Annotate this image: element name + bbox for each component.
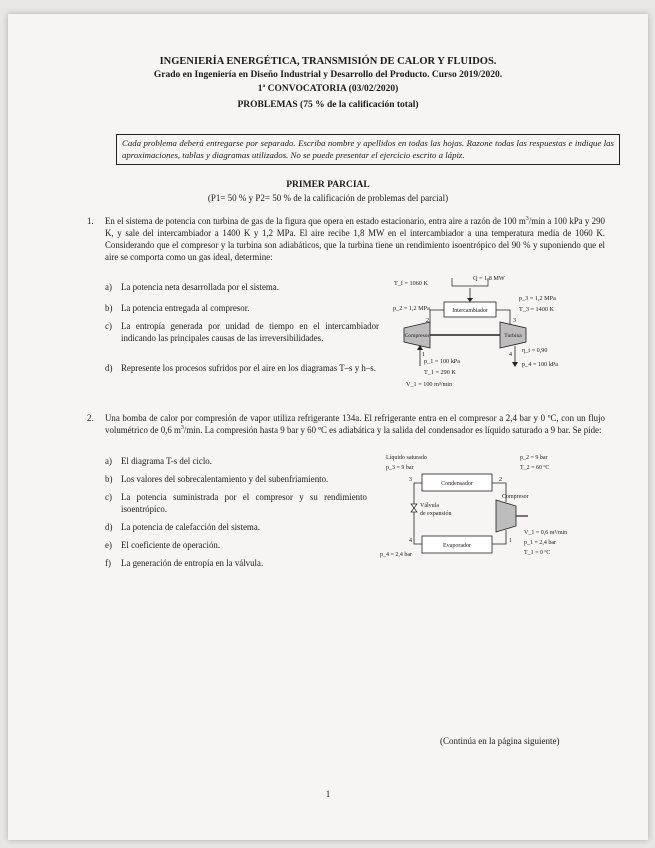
- state-4-number: 4: [509, 352, 512, 358]
- p4-label: p_4 = 100 kPa: [522, 361, 558, 368]
- valve-label-2: de expansión: [420, 511, 452, 517]
- right-pipe-lower: [492, 530, 506, 544]
- heat-pump-diagram: [378, 450, 582, 562]
- problem1-item-d: d) Represente los procesos sufridos por el aire en los diagramas T–s y h–s.: [105, 363, 376, 373]
- compressor-label: Compresor: [502, 494, 529, 500]
- v1-label: V_1 = 100 m³/min: [406, 381, 453, 388]
- state-4-number: 4: [409, 538, 412, 544]
- compressor-shape: [496, 500, 516, 532]
- outlet-arrow-icon: [512, 362, 518, 367]
- page-number: 1: [325, 789, 331, 799]
- p1-label: p_1 = 100 kPa: [424, 358, 460, 365]
- state-3-number: 3: [409, 477, 412, 483]
- q-label: Q = 1,8 MW: [473, 275, 505, 282]
- p1-label: p_1 = 2,4 bar: [524, 540, 557, 546]
- problem2-item-e: e) El coeficiente de operación.: [105, 540, 221, 550]
- t2-label: T_2 = 60 ºC: [520, 465, 550, 471]
- exchanger-label: Intercambiador: [452, 308, 488, 314]
- problem2-item-f: f) La generación de entropía en la válvula.: [105, 558, 264, 568]
- p3-label: p_3 = 1,2 MPa: [519, 295, 556, 302]
- partial-weights: (P1= 50 % y P2= 50 % de la calificación de problemas del parcial): [207, 193, 449, 203]
- turbine-label: Turbina: [504, 333, 522, 339]
- compressor-label: Compresor: [404, 333, 430, 339]
- problem1-item-a: a) La potencia neta desarrollada por el sistema.: [105, 282, 279, 292]
- problem2-item-b: b) Los valores del sobrecalentamiento y del subenfriamiento.: [105, 474, 329, 484]
- partial-title: PRIMER PARCIAL: [286, 180, 370, 190]
- p4-label: p_4 = 2,4 bar: [380, 552, 413, 558]
- v1-label: V_1 = 0,6 m³/min: [524, 530, 568, 536]
- state-1-number: 1: [422, 352, 425, 358]
- problem2-number: 2.: [87, 413, 94, 423]
- state-1-number: 1: [509, 538, 512, 544]
- state-3-number: 3: [513, 318, 516, 324]
- exam-convocatoria: 1ª CONVOCATORIA (03/02/2020): [257, 84, 399, 94]
- t1-label: T_1 = 290 K: [424, 369, 456, 376]
- state-2-number: 2: [499, 477, 502, 483]
- problem2-statement: Una bomba de calor por compresión de vapor utiliza refrigerante 134a. El refrigerante entra en el compresor a 2,4 bar y 0 ºC, con un flujo volumétrico de 0,6 $m^3/\min$. La compresión hasta 9 bar y 60 ºC es adiabática y la salida del condensador es líquido saturado a 9 bar. Se pide:: [105, 413, 605, 435]
- continue-note: (Continúa en la página siguiente): [440, 736, 560, 746]
- pipe-2: [430, 310, 444, 324]
- liquid-label: Líquido saturado: [386, 455, 427, 461]
- t3-label: T_3 = 1400 K: [519, 306, 554, 313]
- problem2-item-d: d) La potencia de calefacción del sistema.: [105, 522, 260, 532]
- exam-subtitle: Grado en Ingeniería en Diseño Industrial y Desarrollo del Producto. Curso 2019/2020.: [153, 70, 503, 80]
- condenser-label: Condensador: [441, 481, 473, 487]
- exam-page: [8, 14, 648, 840]
- t1-label: T_1 = 0 ºC: [524, 550, 551, 556]
- problem1-statement: En el sistema de potencia con turbina de gas de la figura que opera en estado estacionario, entra aire a razón de 100 $m^3/\min$ a 100 kPa y 290 K, y sale del intercambiador a 1400 K y 1,2 MPa. El aire recibe 1,8 MW en el intercambiador a una temperatura media de 1060 K. Considerando que el compresor y la turbina son adiabáticos, que la turbina tiene un rendimiento isoentrópico del 90 % y suponiendo que el aire se comporta como un gas ideal, determine:: [105, 216, 605, 262]
- exam-title: INGENIERÍA ENERGÉTICA, TRANSMISIÓN DE CALOR Y FLUIDOS.: [159, 56, 497, 67]
- pipe-3: [496, 310, 510, 324]
- exam-section: PROBLEMAS (75 % de la calificación total): [237, 100, 419, 110]
- problem2-item-c: c) La potencia suministrada por el compresor y su rendimiento isoentrópico.: [105, 492, 367, 514]
- p2-label: p_2 = 1,2 MPa: [393, 305, 430, 312]
- gas-turbine-diagram: [382, 266, 578, 390]
- problem1-number: 1.: [87, 216, 94, 226]
- problem1-item-c: c) La entropía generada por unidad de tiempo en el intercambiador indicando las principales causas de las irreversibilidades.: [105, 321, 379, 343]
- state-2-number: 2: [426, 318, 429, 324]
- instructions-box: Cada problema deberá entregarse por separado. Escriba nombre y apellidos en todas las hojas. Razone todas las respuestas e indique las aproximaciones, tablas y diagramas utilizados. No se puede presentar el ejercicio escrito a lápiz.: [116, 134, 620, 165]
- problem1-item-b: b) La potencia entregada al compresor.: [105, 303, 250, 313]
- heat-input-arrow-icon: [467, 298, 473, 302]
- problem2-item-a: a) El diagrama T-s del ciclo.: [105, 456, 212, 466]
- p2-label: p_2 = 9 bar: [520, 455, 548, 461]
- expansion-valve-icon: [411, 504, 417, 512]
- evaporator-label: Evaporador: [443, 543, 471, 549]
- valve-label-1: Válvula: [420, 503, 439, 509]
- tf-label: T_f = 1060 K: [394, 280, 428, 287]
- p3-label: p_3 = 9 bar: [386, 465, 414, 471]
- eta-label: η_t = 0,90: [522, 347, 548, 354]
